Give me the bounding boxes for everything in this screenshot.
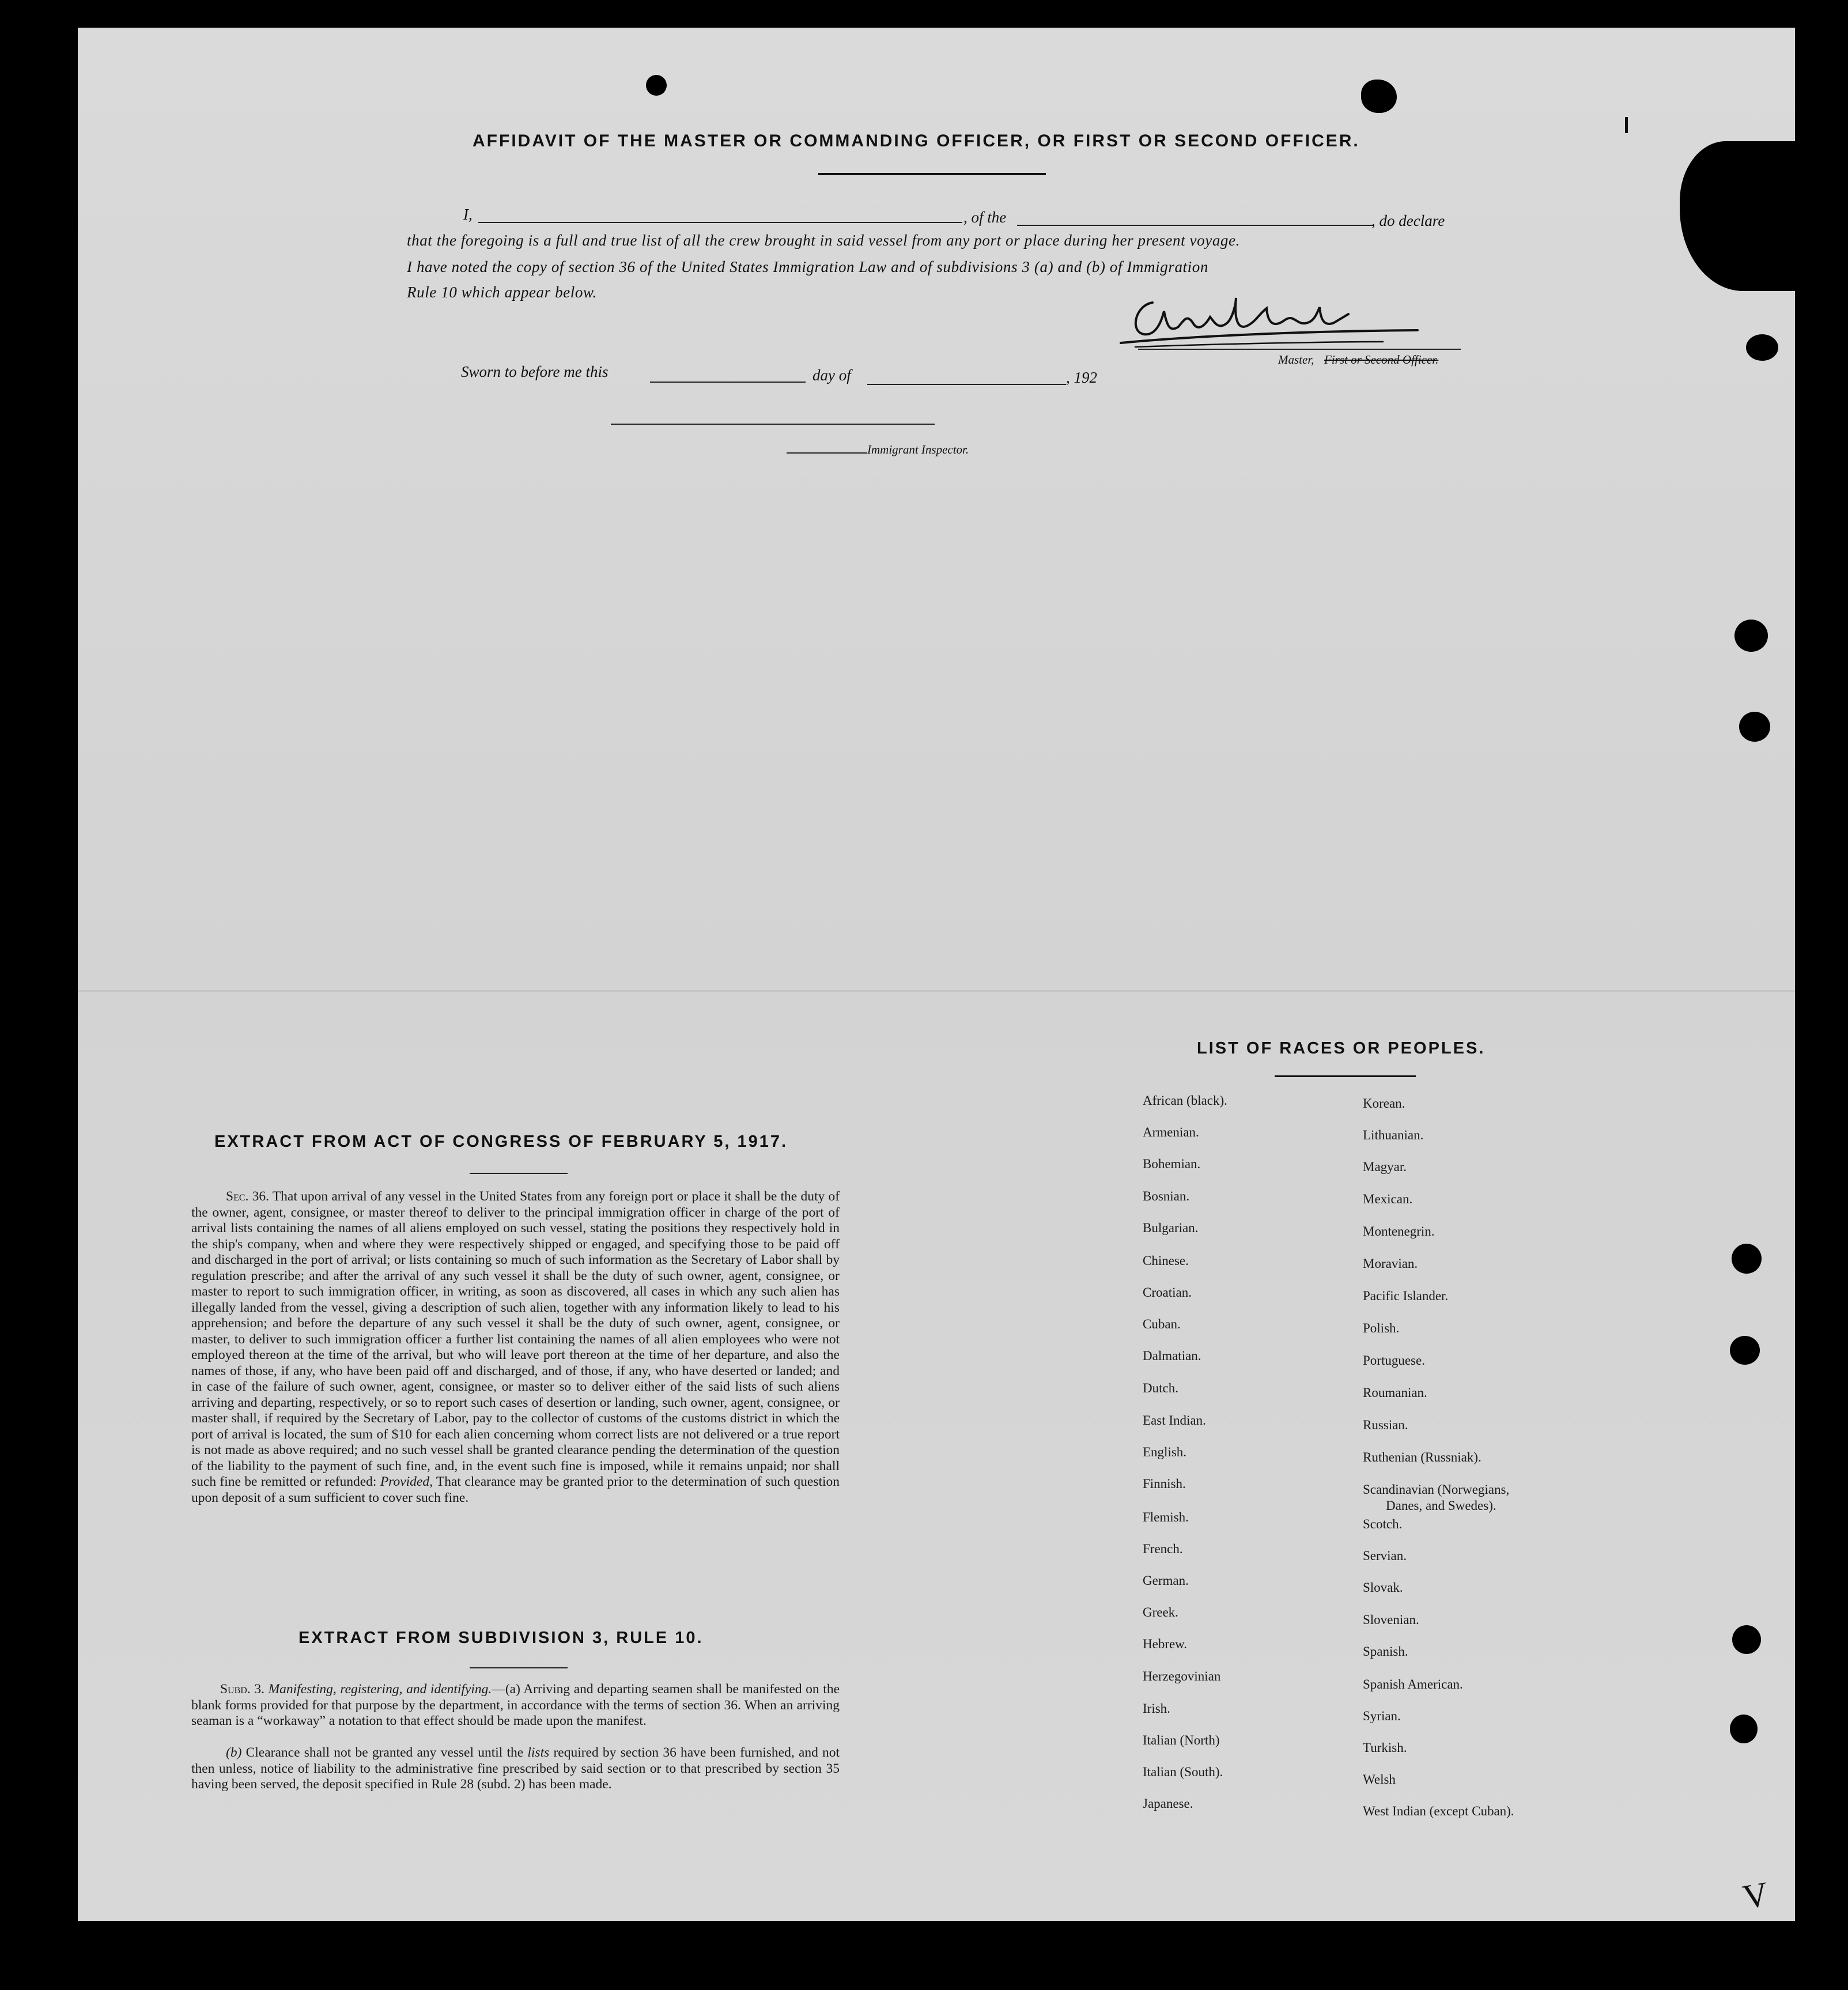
para-a-text: —(a) Arriving and departing seamen shall be manifested on the blank forms provided for that purpose by the department, in accordance with the terms of section 36. When an arriving seaman is a “workaway” a notation to that effect should be made upon the manifest. [191, 1682, 840, 1728]
race-item: Spanish. [1363, 1644, 1408, 1659]
race-item: Russian. [1363, 1418, 1408, 1432]
race-item: Chinese. [1143, 1253, 1189, 1268]
extract2-title: EXTRACT FROM SUBDIVISION 3, RULE 10. [298, 1629, 704, 1647]
race-item: Bohemian. [1143, 1157, 1201, 1171]
race-item: Scandinavian (Norwegians, [1363, 1482, 1510, 1497]
race-item: Korean. [1363, 1096, 1405, 1111]
race-item: Finnish. [1143, 1477, 1186, 1491]
punch-hole [1739, 712, 1770, 742]
extract1-rule [470, 1173, 568, 1174]
race-item: Italian (North) [1143, 1733, 1220, 1747]
inspector-short-line [787, 452, 867, 454]
race-item: Slovak. [1363, 1580, 1403, 1595]
race-item: Pacific Islander. [1363, 1289, 1449, 1303]
day-field-line[interactable] [650, 382, 806, 383]
punch-hole [1734, 620, 1768, 652]
race-item: Servian. [1363, 1549, 1407, 1563]
master-label: Master, [1278, 353, 1314, 367]
race-item: Dalmatian. [1143, 1349, 1201, 1363]
races-title: LIST OF RACES OR PEOPLES. [1197, 1039, 1486, 1058]
race-item: Bulgarian. [1143, 1221, 1199, 1235]
provided-label: Provided, [380, 1474, 433, 1489]
signature [1112, 291, 1435, 354]
race-item: German. [1143, 1573, 1189, 1588]
punch-hole [1730, 1336, 1760, 1365]
race-item: West Indian (except Cuban). [1363, 1804, 1514, 1818]
sec36-text: That upon arrival of any vessel in the United States from any foreign port or place it shall be the duty of the owner, agent, consignee, or master thereof to deliver to the principal immigration officer in charge of the port of arrival lists containing the names of all aliens employed on such vessel, stating the positions they respectively hold in the ship's company, when and where they were respectively shipped or engaged, and specifying those to be paid off and discharged in the port of arrival; or lists containing so much of such information as the Secretary of Labor shall by regulation prescribe; and after the arrival of any such vessel it shall be the duty of such owner, agent, consignee, or master to report to such immigration officer, in writing, as soon as discovered, all cases in which any such alien has illegally landed from the vessel, giving a description of such alien, together with any information likely to lead to his apprehension; and before the departure of any such vessel it shall be the duty of such owner, agent, consignee, or master, to deliver to such immigration officer a further list containing the names of all alien employees who were not employed thereon at the time of the arrival, but who will leave port thereon at the time of her departure, and also the names of those, if any, who have been paid off and discharged, and of those, if any, who have deserted or landed; and in case of the failure of such owner, agent, consignee, or master so to deliver either of the said lists of such aliens arriving and departing, respectively, or so to report such cases of desertion or landing, such owner, agent, consignee, or master shall, if required by the Secretary of Labor, pay to the collector of customs of the customs district in which the port of arrival is located, the sum of $10 for each alien concerning whom correct lists are not delivered or a true report is not made as above required; and no such vessel shall be granted clearance pending the determination of the question of the liability to the payment of such fine, and, in the event such fine is imposed, while it remains unpaid; nor shall such fine be remitted or refunded: [191, 1189, 840, 1489]
race-item: Mexican. [1363, 1192, 1413, 1206]
race-item: African (black). [1143, 1093, 1227, 1108]
punch-hole [1732, 1625, 1761, 1654]
race-item: Spanish American. [1363, 1677, 1463, 1691]
extract2-body-a [191, 1682, 840, 1730]
race-item: Roumanian. [1363, 1385, 1427, 1400]
extract2-body-b [191, 1745, 840, 1793]
affidavit-line-2: that the foregoing is a full and true list of all the crew brought in said vessel from any port or place during her present voyage. [407, 232, 1240, 249]
extract1-title: EXTRACT FROM ACT OF CONGRESS OF FEBRUARY 5, 1917. [214, 1132, 788, 1151]
race-item: Montenegrin. [1363, 1224, 1435, 1238]
name-field-line[interactable] [478, 222, 962, 223]
race-item: Turkish. [1363, 1740, 1407, 1755]
month-field-line[interactable] [867, 384, 1066, 385]
race-item: Danes, and Swedes). [1386, 1498, 1496, 1513]
race-item: Moravian. [1363, 1256, 1418, 1271]
race-item: Lithuanian. [1363, 1128, 1424, 1142]
race-item: Slovenian. [1363, 1613, 1419, 1627]
race-item: Hebrew. [1143, 1637, 1188, 1651]
para-b-text-2: required by section 36 have been furnished, and not then unless, notice of liability to the administrative fine prescribed by said section or to that prescribed by section 35 having been served, the deposit specified in Rule 28 (subd. 2) has been made. [191, 1745, 840, 1792]
race-item: Italian (South). [1143, 1765, 1223, 1779]
race-item: French. [1143, 1542, 1183, 1556]
fold-line [78, 990, 1795, 992]
race-item: Portuguese. [1363, 1353, 1425, 1368]
races-rule [1275, 1075, 1416, 1077]
race-item: Welsh [1363, 1772, 1396, 1787]
race-item: Greek. [1143, 1605, 1178, 1619]
sworn-label: Sworn to before me this [461, 363, 609, 380]
edge-tick [1625, 117, 1628, 133]
race-item: Cuban. [1143, 1317, 1181, 1331]
affidavit-title: AFFIDAVIT OF THE MASTER OR COMMANDING OFFICER, OR FIRST OR SECOND OFFICER. [473, 131, 1360, 150]
of-the-label: , of the [963, 209, 1007, 226]
race-item: Bosnian. [1143, 1189, 1190, 1203]
punch-hole [1732, 1244, 1762, 1274]
race-item: Armenian. [1143, 1125, 1199, 1139]
race-item: Ruthenian (Russniak). [1363, 1450, 1482, 1464]
race-item: Croatian. [1143, 1285, 1192, 1300]
race-item: Polish. [1363, 1321, 1400, 1335]
vessel-field-line[interactable] [1017, 225, 1374, 226]
race-item: East Indian. [1143, 1413, 1206, 1428]
affidavit-line-4: Rule 10 which appear below. [407, 284, 597, 301]
punch-hole [1361, 80, 1397, 113]
sec36-text-end: That clearance may be granted prior to the determination of such question upon deposit of a sum sufficient to cover such fine. [191, 1474, 840, 1505]
year-label: , 192 [1066, 369, 1097, 386]
punch-hole [1746, 334, 1778, 361]
punch-hole [646, 75, 667, 96]
subd-label: Subd. 3. [220, 1682, 264, 1697]
inspector-label: Immigrant Inspector. [867, 443, 969, 456]
race-item: English. [1143, 1445, 1187, 1459]
do-declare-label: , do declare [1371, 212, 1445, 229]
inspector-signature-line[interactable] [611, 424, 935, 425]
race-item: Syrian. [1363, 1709, 1401, 1723]
corner-mark: V [1740, 1874, 1771, 1917]
signature-line [1138, 349, 1461, 350]
race-item: Flemish. [1143, 1510, 1189, 1524]
race-item: Herzegovinian [1143, 1669, 1221, 1683]
race-item: Scotch. [1363, 1517, 1403, 1531]
affidavit-i-label: I, [463, 206, 473, 223]
title-rule [818, 173, 1046, 175]
struck-officer-label: First or Second Officer. [1324, 353, 1439, 367]
race-item: Dutch. [1143, 1381, 1178, 1395]
para-b-label: (b) [226, 1745, 242, 1760]
extract2-rule [470, 1667, 568, 1668]
punch-hole [1730, 1715, 1758, 1743]
extract1-body [191, 1189, 840, 1506]
race-item: Irish. [1143, 1701, 1170, 1716]
lists-word: lists [527, 1745, 550, 1760]
day-of-label: day of [812, 367, 851, 384]
para-b-text-1: Clearance shall not be granted any vessel until the [245, 1745, 524, 1760]
subd-heading: Manifesting, registering, and identifying. [268, 1682, 492, 1697]
affidavit-line-3: I have noted the copy of section 36 of the United States Immigration Law and of subdivisions 3 (a) and (b) of Immigration [407, 258, 1208, 275]
race-item: Magyar. [1363, 1160, 1407, 1174]
sec-label: Sec. 36. [226, 1189, 269, 1204]
race-item: Japanese. [1143, 1796, 1193, 1811]
